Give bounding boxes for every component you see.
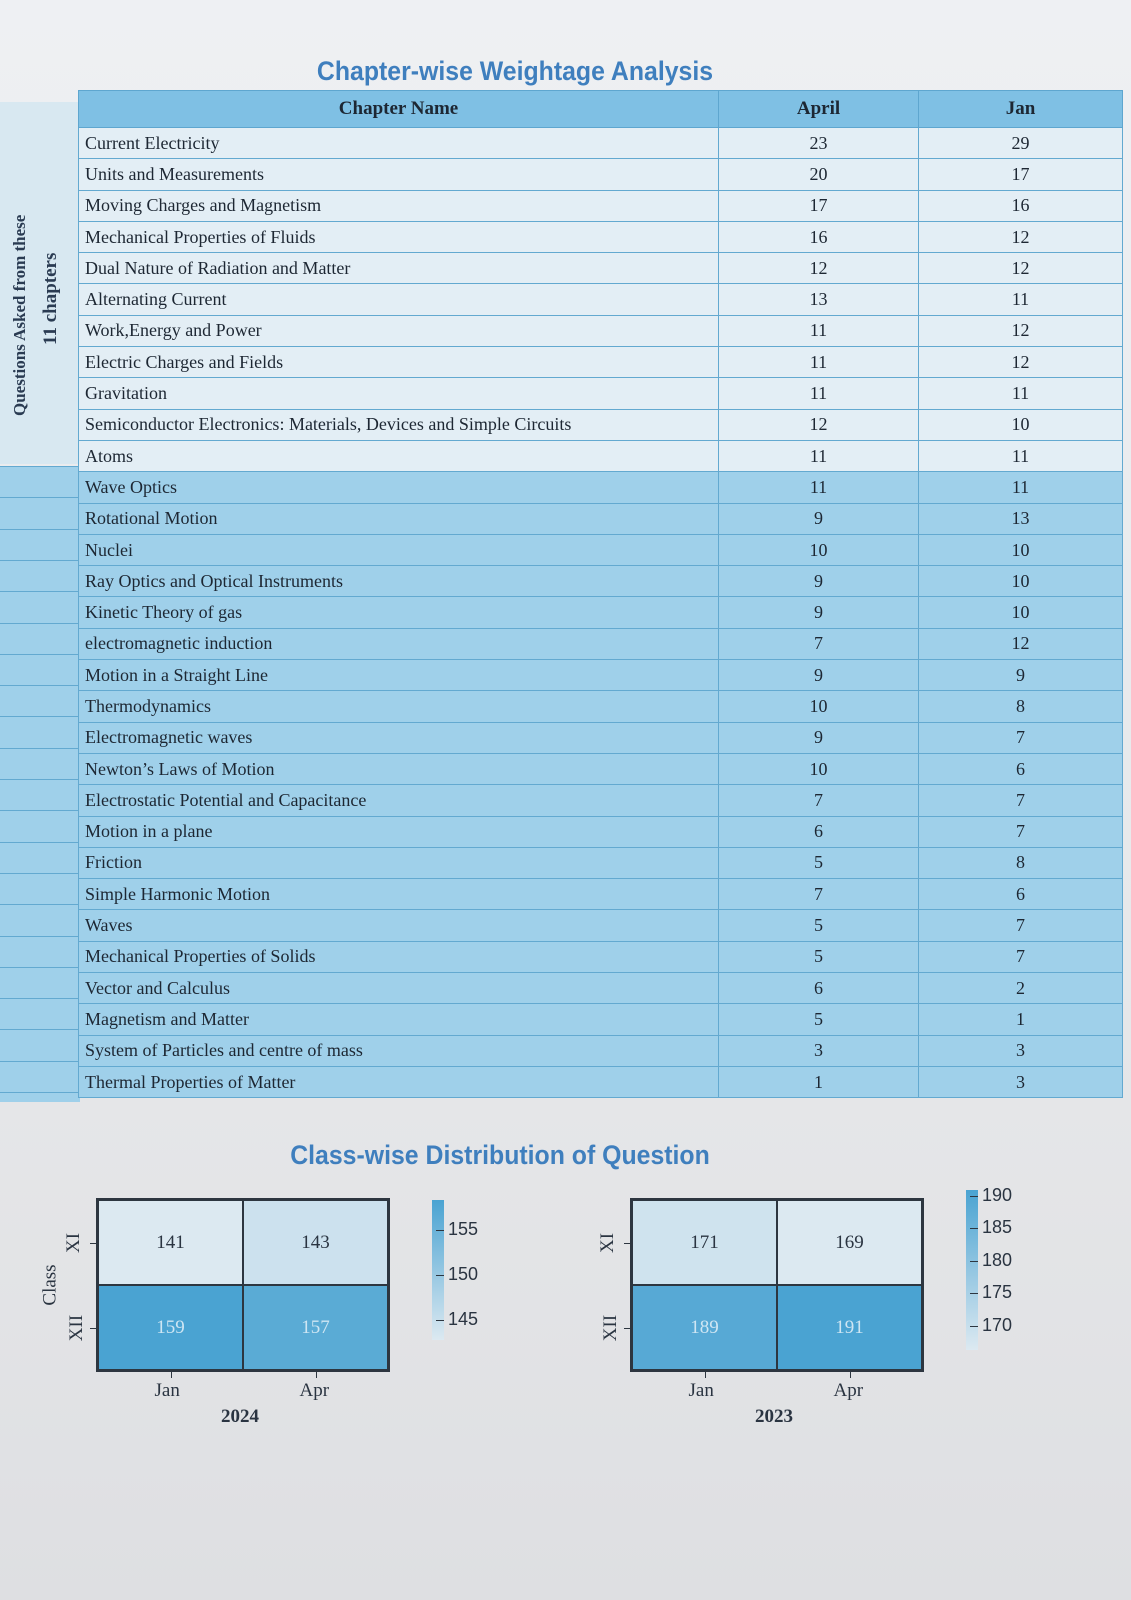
cell-april: 9 xyxy=(719,566,919,597)
cell-april: 16 xyxy=(719,221,919,252)
colorbar-tick xyxy=(970,1228,978,1229)
colorbar-tick-label: 145 xyxy=(448,1309,479,1329)
colorbar-tick xyxy=(436,1230,444,1231)
heatmap-2024 xyxy=(0,1200,520,1460)
side-label-questions: Questions Asked from these xyxy=(10,214,29,416)
row-stub-line xyxy=(0,1029,80,1030)
y-tick xyxy=(90,1243,98,1244)
cell-chapter-name: Waves xyxy=(79,910,719,941)
header-april: April xyxy=(719,91,919,128)
cell-chapter-name: Motion in a plane xyxy=(79,816,719,847)
cell-chapter-name: Simple Harmonic Motion xyxy=(79,879,719,910)
cell-chapter-name: Kinetic Theory of gas xyxy=(79,597,719,628)
x-tick xyxy=(171,1370,172,1378)
y-tick-label: XI xyxy=(597,1232,619,1253)
cell-jan: 12 xyxy=(919,628,1123,659)
heatmap-frame xyxy=(630,1198,924,1372)
row-stub-line xyxy=(0,560,80,561)
y-tick xyxy=(90,1328,98,1329)
heatmap-cell: 191 xyxy=(777,1285,922,1370)
table-row xyxy=(79,910,1123,941)
cell-april: 5 xyxy=(719,1004,919,1035)
row-stub-line xyxy=(0,904,80,905)
cell-jan: 11 xyxy=(919,378,1123,409)
cell-jan: 1 xyxy=(919,1004,1123,1035)
cell-jan: 6 xyxy=(919,753,1123,784)
cell-jan: 12 xyxy=(919,347,1123,378)
cell-april: 6 xyxy=(719,816,919,847)
row-stub-line xyxy=(0,1061,80,1062)
header-chapter-name: Chapter Name xyxy=(79,91,719,128)
heatmap-cell: 141 xyxy=(98,1200,243,1285)
heatmap-cell: 143 xyxy=(243,1200,388,1285)
cell-chapter-name: Current Electricity xyxy=(79,128,719,159)
cell-april: 9 xyxy=(719,660,919,691)
cell-april: 5 xyxy=(719,941,919,972)
row-stub-line xyxy=(0,936,80,937)
cell-chapter-name: electromagnetic induction xyxy=(79,628,719,659)
table-row xyxy=(79,440,1123,471)
x-tick xyxy=(705,1370,706,1378)
heatmap-cell: 189 xyxy=(632,1285,777,1370)
colorbar-tick-label: 180 xyxy=(982,1249,1013,1270)
table-row xyxy=(79,128,1123,159)
x-tick-label: Jan xyxy=(688,1380,714,1401)
cell-chapter-name: Mechanical Properties of Solids xyxy=(79,941,719,972)
heatmap-2023 xyxy=(540,1185,1100,1460)
cell-jan: 10 xyxy=(919,566,1123,597)
colorbar-tick xyxy=(970,1196,978,1197)
row-stub-area xyxy=(0,466,80,1102)
y-tick-label: XII xyxy=(66,1314,88,1341)
cell-april: 11 xyxy=(719,440,919,471)
cell-jan: 10 xyxy=(919,534,1123,565)
cell-jan: 12 xyxy=(919,221,1123,252)
row-stub-line xyxy=(0,591,80,592)
colorbar-tick-label: 150 xyxy=(448,1264,479,1284)
colorbar-tick xyxy=(436,1275,444,1276)
cell-jan: 11 xyxy=(919,472,1123,503)
row-stub-line xyxy=(0,810,80,811)
cell-april: 11 xyxy=(719,472,919,503)
table-row xyxy=(79,973,1123,1004)
row-stub-line xyxy=(0,654,80,655)
table-row xyxy=(79,816,1123,847)
x-tick-label: Apr xyxy=(833,1380,864,1401)
table-row xyxy=(79,503,1123,534)
cell-april: 17 xyxy=(719,190,919,221)
row-stub-line xyxy=(0,623,80,624)
colorbar-tick xyxy=(436,1320,444,1321)
table-row xyxy=(79,1004,1123,1035)
cell-chapter-name: Thermal Properties of Matter xyxy=(79,1066,719,1097)
cell-jan: 7 xyxy=(919,941,1123,972)
weightage-table xyxy=(78,90,1123,1098)
cell-chapter-name: Semiconductor Electronics: Materials, Devices and Simple Circuits xyxy=(79,409,719,440)
colorbar-tick-label: 185 xyxy=(982,1217,1013,1238)
cell-jan: 10 xyxy=(919,409,1123,440)
table-row xyxy=(79,472,1123,503)
header-jan: Jan xyxy=(919,91,1123,128)
row-stub-line xyxy=(0,748,80,749)
cell-april: 10 xyxy=(719,753,919,784)
cell-chapter-name: Nuclei xyxy=(79,534,719,565)
cell-chapter-name: Mechanical Properties of Fluids xyxy=(79,221,719,252)
row-stub-line xyxy=(0,685,80,686)
cell-april: 10 xyxy=(719,534,919,565)
table-row xyxy=(79,785,1123,816)
cell-chapter-name: Atoms xyxy=(79,440,719,471)
table-header-row xyxy=(79,91,1123,128)
cell-chapter-name: Motion in a Straight Line xyxy=(79,660,719,691)
cell-jan: 8 xyxy=(919,691,1123,722)
section-title-class-distribution: Class-wise Distribution of Question xyxy=(290,1140,710,1170)
row-stub-line xyxy=(0,873,80,874)
table-row xyxy=(79,378,1123,409)
cell-april: 10 xyxy=(719,691,919,722)
table-row xyxy=(79,159,1123,190)
x-tick xyxy=(316,1370,317,1378)
heatmap-cell: 157 xyxy=(243,1285,388,1370)
table-row xyxy=(79,566,1123,597)
cell-chapter-name: Electrostatic Potential and Capacitance xyxy=(79,785,719,816)
colorbar xyxy=(432,1200,444,1340)
cell-april: 5 xyxy=(719,910,919,941)
table-row xyxy=(79,284,1123,315)
y-tick-label: XII xyxy=(600,1314,622,1341)
y-tick xyxy=(624,1328,632,1329)
cell-jan: 8 xyxy=(919,847,1123,878)
chart-year-title: 2023 xyxy=(755,1406,793,1427)
y-tick-label: XI xyxy=(63,1232,85,1253)
table-row xyxy=(79,1066,1123,1097)
page-title: Chapter-wise Weightage Analysis xyxy=(316,56,714,86)
table-row xyxy=(79,691,1123,722)
cell-chapter-name: Friction xyxy=(79,847,719,878)
row-stub-line xyxy=(0,967,80,968)
cell-jan: 9 xyxy=(919,660,1123,691)
cell-april: 12 xyxy=(719,253,919,284)
cell-chapter-name: Wave Optics xyxy=(79,472,719,503)
cell-april: 23 xyxy=(719,128,919,159)
cell-jan: 12 xyxy=(919,315,1123,346)
cell-april: 3 xyxy=(719,1035,919,1066)
table-row xyxy=(79,660,1123,691)
colorbar-tick-label: 190 xyxy=(982,1185,1013,1205)
cell-chapter-name: Magnetism and Matter xyxy=(79,1004,719,1035)
cell-jan: 13 xyxy=(919,503,1123,534)
row-stub-line xyxy=(0,1092,80,1093)
cell-april: 5 xyxy=(719,847,919,878)
cell-april: 20 xyxy=(719,159,919,190)
heatmap-cell: 169 xyxy=(777,1200,922,1285)
x-tick xyxy=(850,1370,851,1378)
row-stub-line xyxy=(0,529,80,530)
table-row xyxy=(79,409,1123,440)
cell-chapter-name: Gravitation xyxy=(79,378,719,409)
cell-april: 1 xyxy=(719,1066,919,1097)
cell-april: 13 xyxy=(719,284,919,315)
cell-jan: 11 xyxy=(919,284,1123,315)
side-label-chapters: 11 chapters xyxy=(40,252,61,345)
cell-chapter-name: Electric Charges and Fields xyxy=(79,347,719,378)
cell-jan: 16 xyxy=(919,190,1123,221)
cell-chapter-name: Units and Measurements xyxy=(79,159,719,190)
cell-jan: 3 xyxy=(919,1035,1123,1066)
cell-april: 7 xyxy=(719,879,919,910)
colorbar-tick-label: 155 xyxy=(448,1219,479,1239)
cell-april: 11 xyxy=(719,378,919,409)
colorbar-tick-label: 175 xyxy=(982,1282,1013,1303)
x-tick-label: Jan xyxy=(154,1380,180,1401)
table-row xyxy=(79,1035,1123,1066)
cell-april: 6 xyxy=(719,973,919,1004)
table-row xyxy=(79,722,1123,753)
cell-april: 9 xyxy=(719,503,919,534)
cell-april: 11 xyxy=(719,315,919,346)
cell-chapter-name: Thermodynamics xyxy=(79,691,719,722)
table-row xyxy=(79,847,1123,878)
cell-chapter-name: Ray Optics and Optical Instruments xyxy=(79,566,719,597)
heatmap-cell: 159 xyxy=(98,1285,243,1370)
cell-jan: 17 xyxy=(919,159,1123,190)
colorbar-tick-label: 170 xyxy=(982,1314,1013,1335)
table-row xyxy=(79,941,1123,972)
cell-chapter-name: System of Particles and centre of mass xyxy=(79,1035,719,1066)
colorbar-tick xyxy=(970,1261,978,1262)
cell-chapter-name: Newton’s Laws of Motion xyxy=(79,753,719,784)
cell-chapter-name: Alternating Current xyxy=(79,284,719,315)
cell-chapter-name: Rotational Motion xyxy=(79,503,719,534)
cell-april: 9 xyxy=(719,597,919,628)
x-tick-label: Apr xyxy=(299,1380,330,1401)
cell-jan: 10 xyxy=(919,597,1123,628)
table-row xyxy=(79,221,1123,252)
row-stub-line xyxy=(0,466,80,467)
table-row xyxy=(79,315,1123,346)
cell-chapter-name: Dual Nature of Radiation and Matter xyxy=(79,253,719,284)
table-row xyxy=(79,253,1123,284)
cell-jan: 7 xyxy=(919,722,1123,753)
y-axis-label: Class xyxy=(39,1264,61,1306)
heatmap-cell: 171 xyxy=(632,1200,777,1285)
cell-april: 7 xyxy=(719,785,919,816)
table-row xyxy=(79,597,1123,628)
cell-jan: 7 xyxy=(919,785,1123,816)
table-row xyxy=(79,190,1123,221)
row-stub-line xyxy=(0,998,80,999)
table-row xyxy=(79,534,1123,565)
cell-jan: 11 xyxy=(919,440,1123,471)
cell-chapter-name: Electromagnetic waves xyxy=(79,722,719,753)
cell-chapter-name: Vector and Calculus xyxy=(79,973,719,1004)
cell-april: 12 xyxy=(719,409,919,440)
colorbar-tick xyxy=(970,1326,978,1327)
cell-april: 9 xyxy=(719,722,919,753)
cell-april: 7 xyxy=(719,628,919,659)
cell-chapter-name: Moving Charges and Magnetism xyxy=(79,190,719,221)
cell-jan: 7 xyxy=(919,910,1123,941)
cell-april: 11 xyxy=(719,347,919,378)
cell-jan: 6 xyxy=(919,879,1123,910)
table-row xyxy=(79,753,1123,784)
cell-jan: 3 xyxy=(919,1066,1123,1097)
table-row xyxy=(79,628,1123,659)
cell-jan: 29 xyxy=(919,128,1123,159)
colorbar-tick xyxy=(970,1293,978,1294)
cell-jan: 12 xyxy=(919,253,1123,284)
cell-chapter-name: Work,Energy and Power xyxy=(79,315,719,346)
row-stub-line xyxy=(0,497,80,498)
row-stub-line xyxy=(0,842,80,843)
row-stub-line xyxy=(0,716,80,717)
heatmap-frame xyxy=(96,1198,390,1372)
table-row xyxy=(79,347,1123,378)
table-row xyxy=(79,879,1123,910)
cell-jan: 7 xyxy=(919,816,1123,847)
row-stub-line xyxy=(0,779,80,780)
y-tick xyxy=(624,1243,632,1244)
chart-year-title: 2024 xyxy=(221,1406,259,1427)
cell-jan: 2 xyxy=(919,973,1123,1004)
